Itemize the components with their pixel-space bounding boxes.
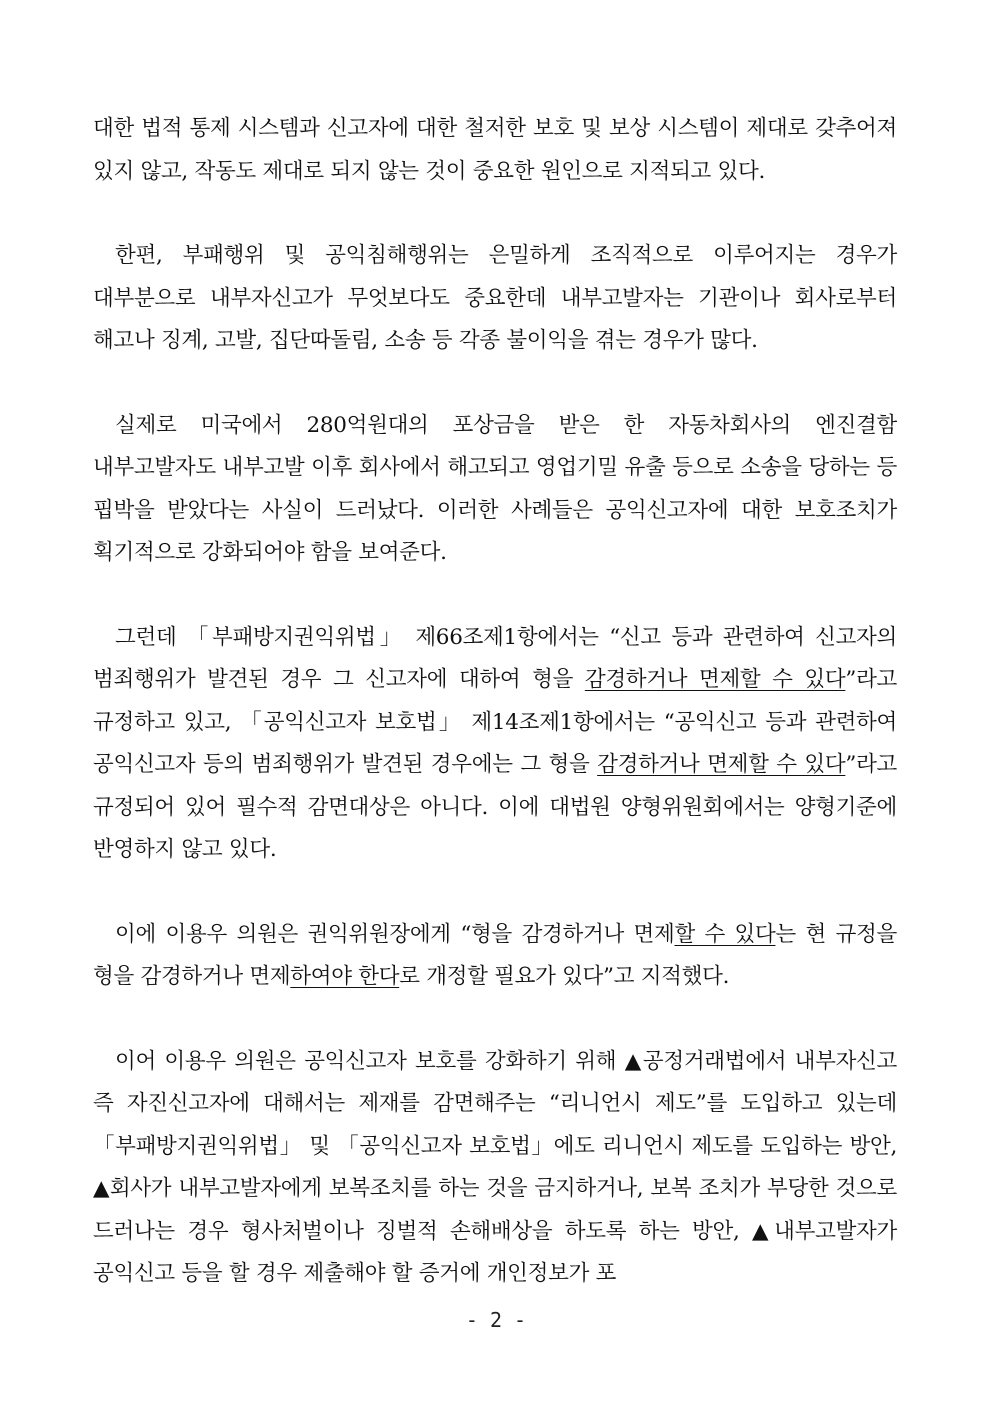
document-body	[93, 108, 897, 1338]
paragraph-1: 대한 법적 통제 시스템과 신고자에 대한 철저한 보호 및 보상 시스템이 제대로 갖추어져 있지 않고, 작동도 제대로 되지 않는 것이 중요한 원인으로 지적되고 있다.	[93, 116, 897, 184]
paragraph-5	[93, 914, 897, 999]
underlined-phrase: 할 수 있다	[674, 921, 776, 947]
underlined-phrase: 감경하거나 면제할 수 있다	[597, 752, 846, 777]
paragraph-6: 이어 이용우 의원은 공익신고자 보호를 강화하기 위해 ▲공정거래법에서 내부자신고 즉 자진신고자에 대해서는 제재를 감면해주는 “리니언시 제도”를 도입하고 있는데 「부패방지권익위법」 및 「공익신고자 보호법」에도 리니언시 제도를 도입하는 방안, ▲회사가 내부고발자에게 보복조치를 하는 것을 금지하거나, 보복 조치가 부당한 것으로 드러나는 경우 형사처벌이나 징벌적 손해배상을 하도록 하는 방안, ▲내부고발자가 공익신고 등을 할 경우 제출해야 할 증거에 개인정보가 포	[93, 1048, 897, 1286]
underlined-phrase: 하여야 한다	[290, 964, 400, 989]
paragraph-5-text-3: 로 개정할 필요가 있다”고 지적했다.	[399, 964, 730, 989]
paragraph-5-text-1: 이에 이용우 의원은 권익위원장에게 “형을 감경하거나 면제	[115, 921, 675, 947]
paragraph-4	[93, 617, 897, 872]
underlined-phrase: 감경하거나 면제할 수 있다	[584, 667, 846, 692]
paragraph-3: 실제로 미국에서 280억원대의 포상금을 받은 한 자동차회사의 엔진결함 내부고발자도 내부고발 이후 회사에서 해고되고 영업기밀 유출 등으로 소송을 당하는 등 핍박을 받았다는 사실이 드러났다. 이러한 사례들은 공익신고자에 대한 보호조치가 획기적으로 강화되어야 함을 보여준다.	[93, 412, 897, 565]
page-number: - 2 -	[465, 1308, 527, 1332]
paragraph-4-text-3: ”라고 규정되어 있어 필수적 감면대상은 아니다. 이에 대법원 양형위원회에서는 양형기준에 반영하지 않고 있다.	[93, 752, 898, 862]
paragraph-4-text-1: 그런데 「부패방지권익위법」 제66조제1항에서는 “신고 등과 관련하여 신고자의 범죄행위가 발견된 경우 그 신고자에 대하여 형을	[93, 624, 897, 692]
paragraph-2: 한편, 부패행위 및 공익침해행위는 은밀하게 조직적으로 이루어지는 경우가 대부분으로 내부자신고가 무엇보다도 중요한데 내부고발자는 기관이나 회사로부터 해고나 징계, 고발, 집단따돌림, 소송 등 각종 불이익을 겪는 경우가 많다.	[93, 243, 897, 353]
paragraph-4-text-2: ”라고 규정하고 있고, 「공익신고자 보호법」 제14조제1항에서는 “공익신고 등과 관련하여 공익신고자 등의 범죄행위가 발견된 경우에는 그 형을	[93, 667, 898, 777]
paragraph-5-text-2: 는 현 규정을 형을 감경하거나 면제	[93, 921, 897, 989]
